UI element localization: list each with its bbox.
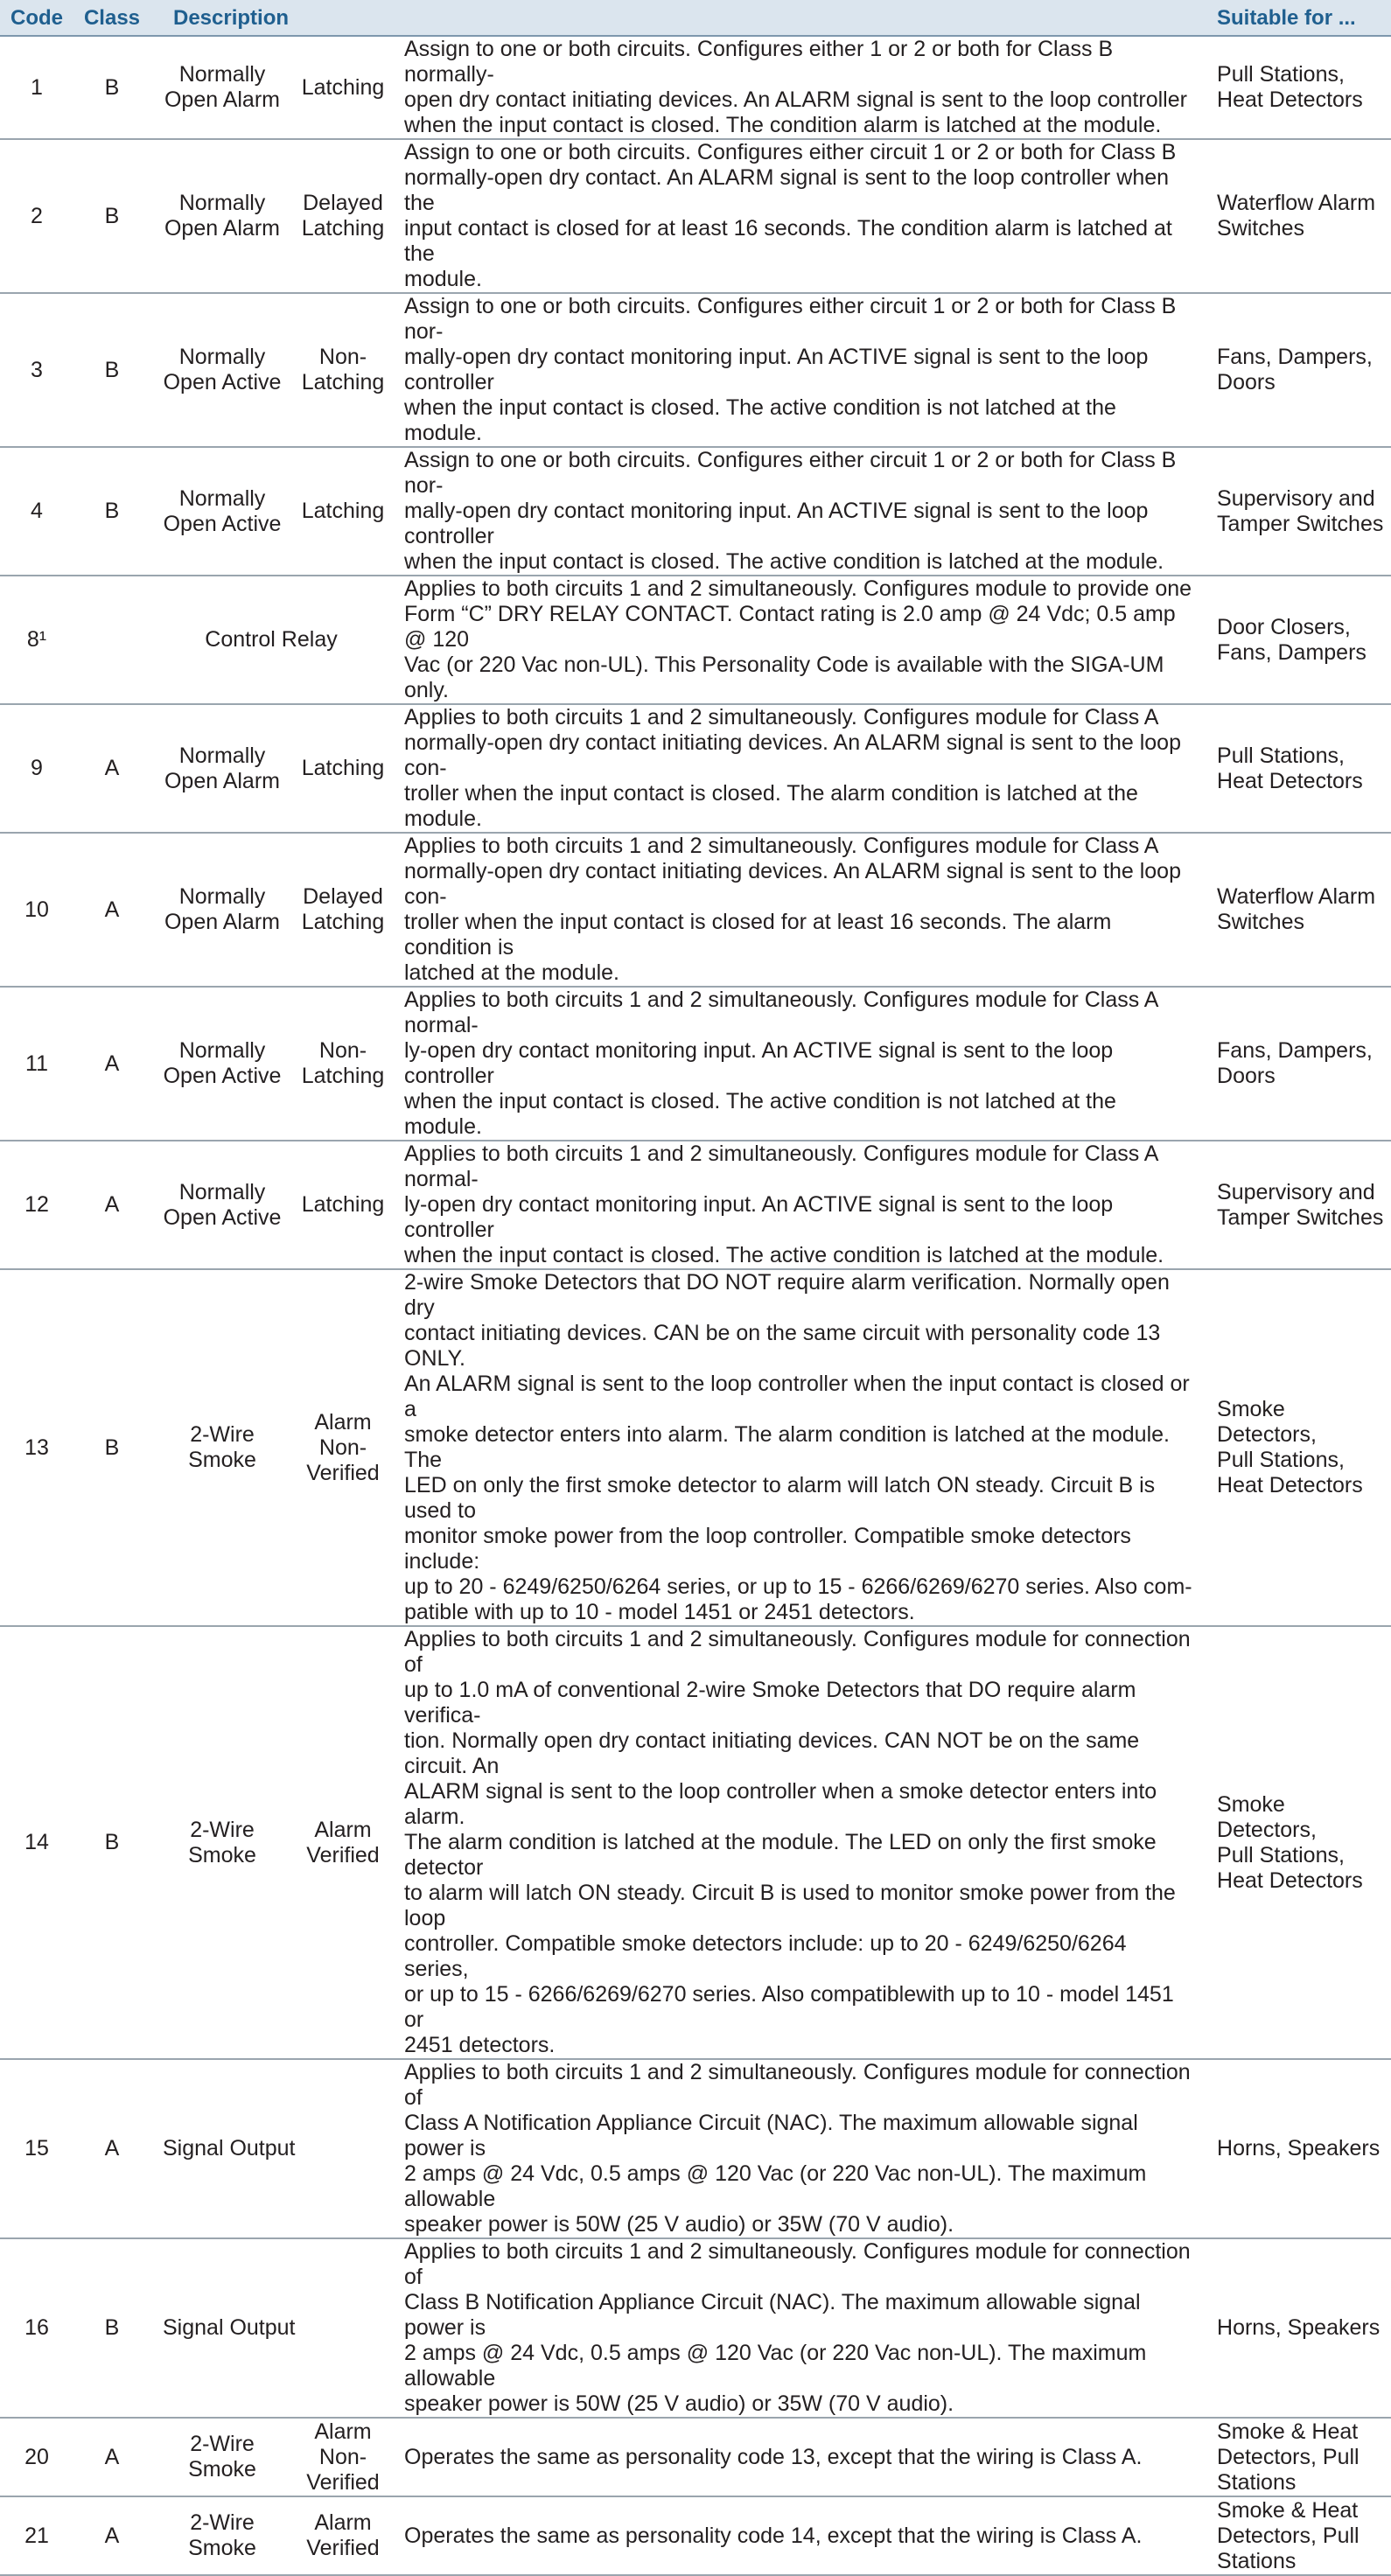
- details-cell: Applies to both circuits 1 and 2 simultaneously. Configures module for Class A normally-open dry contact initiating devices. An ALARM signal is sent to the loop con- troller when the input contact is closed for at least 16 seconds. The alarm condition is latched at the module.: [392, 833, 1202, 987]
- class-cell: B: [73, 293, 150, 447]
- details-cell: Applies to both circuits 1 and 2 simultaneously. Configures module for connection of Class A Notification Appliance Circuit (NAC). The maximum allowable signal power is 2 amps @ 24 Vdc, 0.5 amps @ 120 Vac (or 220 Vac non-UL). The maximum allowable speaker power is 50W (25 V audio) or 35W (70 V audio).: [392, 2059, 1202, 2238]
- details-cell: Applies to both circuits 1 and 2 simultaneously. Configures module for Class A normal- ly-open dry contact monitoring input. An ACTIVE signal is sent to the loop controller when the input contact is closed. The active condition is not latched at the module.: [392, 987, 1202, 1141]
- suitable-cell: Horns, Speakers: [1202, 2059, 1391, 2238]
- description-cell: Normally Open Alarm: [150, 833, 294, 987]
- description-cell: 2-Wire Smoke: [150, 1626, 294, 2059]
- code-cell: 3: [0, 293, 73, 447]
- class-cell: [73, 576, 150, 704]
- code-cell: 21: [0, 2496, 73, 2575]
- code-cell: 20: [0, 2418, 73, 2496]
- details-cell: 2-wire Smoke Detectors that DO NOT require alarm verification. Normally open dry contact initiating devices. CAN be on the same circuit with personality code 13 ONLY. An ALARM signal is sent to the loop controller when the input contact is closed or a smoke detector enters into alarm. The alarm condition is latched at the module. The LED on only the first smoke detector to alarm will latch ON steady. Circuit B is used to monitor smoke power from the loop controller. Compatible smoke detectors include: up to 20 - 6249/6250/6264 series, or up to 15 - 6266/6269/6270 series. Also com- patible with up to 10 - model 1451 or 2451 detectors.: [392, 1269, 1202, 1626]
- mode-cell: Alarm Verified: [294, 2496, 392, 2575]
- details-cell: Applies to both circuits 1 and 2 simultaneously. Configures module for connection of Class B Notification Appliance Circuit (NAC). The maximum allowable signal power is 2 amps @ 24 Vdc, 0.5 amps @ 120 Vac (or 220 Vac non-UL). The maximum allowable speaker power is 50W (25 V audio) or 35W (70 V audio).: [392, 2238, 1202, 2418]
- suitable-cell: Supervisory and Tamper Switches: [1202, 447, 1391, 576]
- class-cell: B: [73, 1269, 150, 1626]
- table-row: [0, 293, 1391, 447]
- suitable-cell: Pull Stations, Heat Detectors: [1202, 704, 1391, 833]
- details-cell: Assign to one or both circuits. Configures either circuit 1 or 2 or both for Class B normally-open dry contact. An ALARM signal is sent to the loop controller when the input contact is closed for at least 16 seconds. The condition alarm is latched at the module.: [392, 139, 1202, 293]
- code-cell: 13: [0, 1269, 73, 1626]
- suitable-cell: Pull Stations, Heat Detectors: [1202, 36, 1391, 139]
- mode-cell: Latching: [294, 36, 392, 139]
- mode-cell: Non- Latching: [294, 987, 392, 1141]
- class-cell: B: [73, 447, 150, 576]
- description-cell: 2-Wire Smoke: [150, 1269, 294, 1626]
- suitable-cell: Fans, Dampers, Doors: [1202, 293, 1391, 447]
- table-row: [0, 36, 1391, 139]
- mode-cell: Alarm Verified: [294, 1626, 392, 2059]
- suitable-cell: Fans, Dampers, Doors: [1202, 987, 1391, 1141]
- details-cell: Operates the same as personality code 13, except that the wiring is Class A.: [392, 2418, 1202, 2496]
- table-header-row: [0, 0, 1391, 36]
- mode-cell: Alarm Non- Verified: [294, 1269, 392, 1626]
- details-cell: Assign to one or both circuits. Configures either circuit 1 or 2 or both for Class B nor- mally-open dry contact monitoring input. An ACTIVE signal is sent to the loop controller when the input contact is closed. The active condition is not latched at the module.: [392, 293, 1202, 447]
- code-cell: 2: [0, 139, 73, 293]
- suitable-cell: Smoke Detectors, Pull Stations, Heat Detectors: [1202, 1626, 1391, 2059]
- header-suitable-for: Suitable for ...: [1202, 0, 1391, 36]
- details-cell: Operates the same as personality code 14, except that the wiring is Class A.: [392, 2496, 1202, 2575]
- description-cell: Normally Open Active: [150, 1141, 294, 1269]
- table-row: [0, 576, 1391, 704]
- details-cell: Assign to one or both circuits. Configures either circuit 1 or 2 or both for Class B nor- mally-open dry contact monitoring input. An ACTIVE signal is sent to the loop controller when the input contact is closed. The active condition is latched at the module.: [392, 447, 1202, 576]
- description-cell: Normally Open Alarm: [150, 139, 294, 293]
- details-cell: Applies to both circuits 1 and 2 simultaneously. Configures module to provide one Form “C” DRY RELAY CONTACT. Contact rating is 2.0 amp @ 24 Vdc; 0.5 amp @ 120 Vac (or 220 Vac non-UL). This Personality Code is available with the SIGA-UM only.: [392, 576, 1202, 704]
- code-cell: 12: [0, 1141, 73, 1269]
- class-cell: B: [73, 139, 150, 293]
- code-cell: 8¹: [0, 576, 73, 704]
- table-row: [0, 139, 1391, 293]
- table-row: [0, 2238, 1391, 2418]
- class-cell: A: [73, 2496, 150, 2575]
- description-cell: Signal Output: [150, 2059, 392, 2238]
- suitable-cell: Smoke & Heat Detectors, Pull Stations: [1202, 2418, 1391, 2496]
- mode-cell: Delayed Latching: [294, 139, 392, 293]
- description-cell: Normally Open Alarm: [150, 704, 294, 833]
- mode-cell: Latching: [294, 447, 392, 576]
- details-cell: Applies to both circuits 1 and 2 simultaneously. Configures module for connection of up to 1.0 mA of conventional 2-wire Smoke Detectors that DO require alarm verifica- tion. Normally open dry contact initiating devices. CAN NOT be on the same circuit. An ALARM signal is sent to the loop controller when a smoke detector enters into alarm. The alarm condition is latched at the module. The LED on only the first smoke detector to alarm will latch ON steady. Circuit B is used to monitor smoke power from the loop controller. Compatible smoke detectors include: up to 20 - 6249/6250/6264 series, or up to 15 - 6266/6269/6270 series. Also compatiblewith up to 10 - model 1451 or 2451 detectors.: [392, 1626, 1202, 2059]
- suitable-cell: Horns, Speakers: [1202, 2238, 1391, 2418]
- code-cell: 14: [0, 1626, 73, 2059]
- description-cell: Control Relay: [150, 576, 392, 704]
- table-row: [0, 704, 1391, 833]
- table-row: [0, 2496, 1391, 2575]
- mode-cell: Alarm Non- Verified: [294, 2418, 392, 2496]
- class-cell: A: [73, 1141, 150, 1269]
- description-cell: 2-Wire Smoke: [150, 2496, 294, 2575]
- description-cell: Signal Output: [150, 2238, 392, 2418]
- class-cell: A: [73, 987, 150, 1141]
- class-cell: B: [73, 36, 150, 139]
- class-cell: A: [73, 704, 150, 833]
- description-cell: Normally Open Alarm: [150, 36, 294, 139]
- description-cell: Normally Open Active: [150, 987, 294, 1141]
- details-cell: Applies to both circuits 1 and 2 simultaneously. Configures module for Class A normally-open dry contact initiating devices. An ALARM signal is sent to the loop con- troller when the input contact is closed. The alarm condition is latched at the module.: [392, 704, 1202, 833]
- class-cell: A: [73, 833, 150, 987]
- table-row: [0, 833, 1391, 987]
- mode-cell: Latching: [294, 704, 392, 833]
- code-cell: 11: [0, 987, 73, 1141]
- table-row: [0, 2418, 1391, 2496]
- table-row: [0, 1626, 1391, 2059]
- code-cell: 4: [0, 447, 73, 576]
- code-cell: 15: [0, 2059, 73, 2238]
- suitable-cell: Supervisory and Tamper Switches: [1202, 1141, 1391, 1269]
- suitable-cell: Smoke & Heat Detectors, Pull Stations: [1202, 2496, 1391, 2575]
- description-cell: 2-Wire Smoke: [150, 2418, 294, 2496]
- table-row: [0, 1269, 1391, 1626]
- details-cell: Applies to both circuits 1 and 2 simultaneously. Configures module for Class A normal- ly-open dry contact monitoring input. An ACTIVE signal is sent to the loop controller when the input contact is closed. The active condition is latched at the module.: [392, 1141, 1202, 1269]
- header-code: Code: [0, 0, 73, 36]
- class-cell: A: [73, 2418, 150, 2496]
- code-cell: 9: [0, 704, 73, 833]
- mode-cell: Non- Latching: [294, 293, 392, 447]
- table-row: [0, 2059, 1391, 2238]
- table-row: [0, 987, 1391, 1141]
- class-cell: B: [73, 1626, 150, 2059]
- suitable-cell: Waterflow Alarm Switches: [1202, 139, 1391, 293]
- table-row: [0, 1141, 1391, 1269]
- description-cell: Normally Open Active: [150, 447, 294, 576]
- table-row: [0, 447, 1391, 576]
- class-cell: A: [73, 2059, 150, 2238]
- header-description: Description: [150, 0, 1202, 36]
- code-cell: 1: [0, 36, 73, 139]
- mode-cell: Latching: [294, 1141, 392, 1269]
- code-cell: 16: [0, 2238, 73, 2418]
- suitable-cell: Smoke Detectors, Pull Stations, Heat Detectors: [1202, 1269, 1391, 1626]
- suitable-cell: Door Closers, Fans, Dampers: [1202, 576, 1391, 704]
- class-cell: B: [73, 2238, 150, 2418]
- details-cell: Assign to one or both circuits. Configures either 1 or 2 or both for Class B normally- open dry contact initiating devices. An ALARM signal is sent to the loop controller when the input contact is closed. The condition alarm is latched at the module.: [392, 36, 1202, 139]
- code-cell: 10: [0, 833, 73, 987]
- suitable-cell: Waterflow Alarm Switches: [1202, 833, 1391, 987]
- header-class: Class: [73, 0, 150, 36]
- mode-cell: Delayed Latching: [294, 833, 392, 987]
- description-cell: Normally Open Active: [150, 293, 294, 447]
